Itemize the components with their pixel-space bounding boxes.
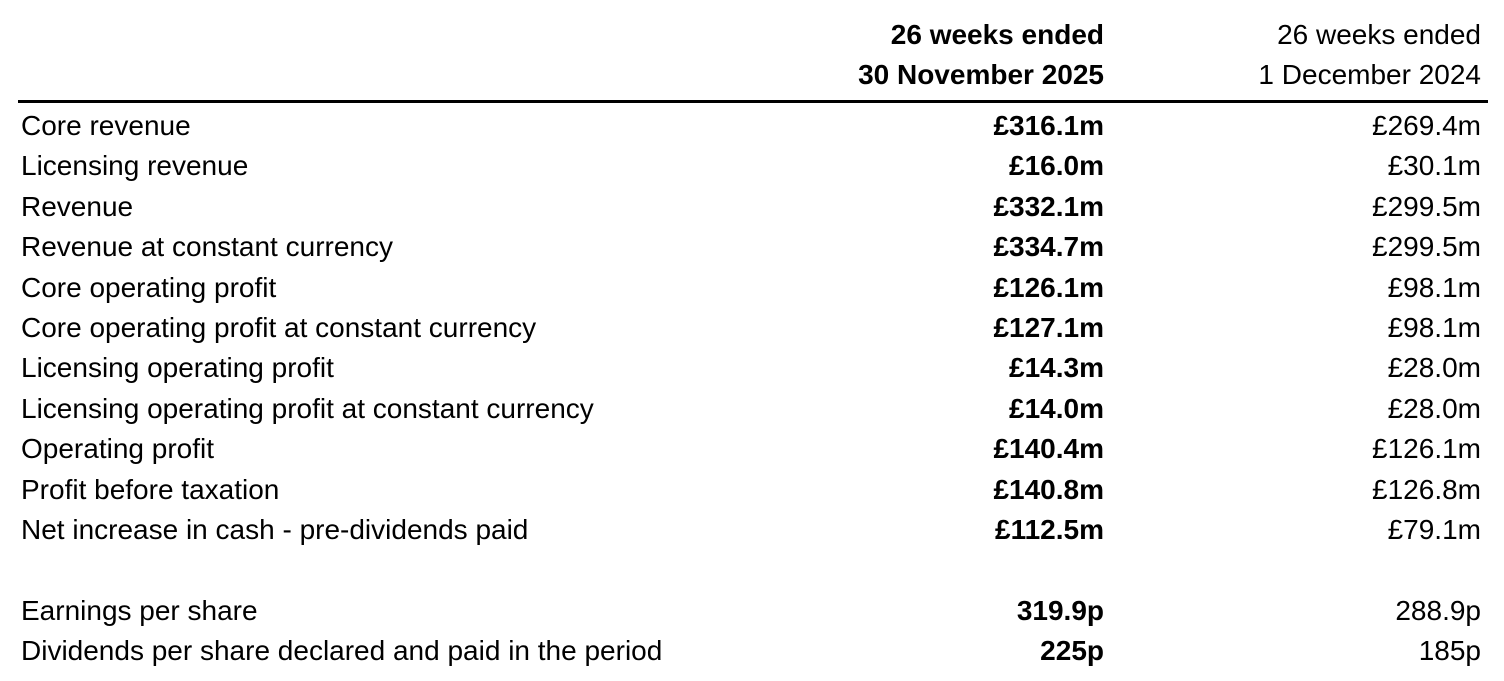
- period-header-current-line1: 26 weeks ended: [890, 19, 1104, 50]
- table-body: [18, 102, 1488, 672]
- row-label: Core operating profit: [21, 271, 277, 303]
- value-prior: 185p: [1418, 635, 1481, 667]
- row-label: [18, 550, 720, 590]
- value-current: £14.0m: [1009, 392, 1104, 424]
- period-header-current-line2: 30 November 2025: [858, 59, 1104, 90]
- value-prior: £30.1m: [1387, 150, 1481, 182]
- row-label: Revenue: [21, 190, 134, 222]
- period-header-prior-line2: 1 December 2024: [1258, 59, 1481, 90]
- row-label: Licensing revenue: [21, 150, 249, 182]
- row-label: Core revenue: [21, 110, 191, 141]
- value-current: £140.8m: [993, 473, 1104, 505]
- table-row: [18, 510, 1488, 550]
- table-row: [18, 389, 1488, 429]
- header-row: [18, 0, 1488, 102]
- row-label: Net increase in cash - pre-dividends paid: [21, 514, 529, 546]
- table-row: [18, 268, 1488, 308]
- value-prior: £79.1m: [1387, 514, 1481, 546]
- value-prior: £28.0m: [1387, 392, 1481, 424]
- period-header-prior-line1: 26 weeks ended: [1277, 19, 1481, 50]
- table-row: [18, 470, 1488, 510]
- row-label: Revenue at constant currency: [21, 231, 393, 263]
- header-label-cell: [18, 0, 720, 102]
- value-prior: £269.4m: [1372, 110, 1481, 141]
- table-row: [18, 348, 1488, 388]
- value-current: £127.1m: [993, 312, 1104, 344]
- value-prior: £299.5m: [1372, 231, 1481, 263]
- table-row: [18, 187, 1488, 227]
- value-current: £332.1m: [993, 190, 1104, 222]
- financial-highlights-table: [18, 0, 1488, 672]
- value-current: [720, 550, 1111, 590]
- row-label: Dividends per share declared and paid in the period: [21, 635, 663, 667]
- value-current: £140.4m: [993, 433, 1104, 465]
- value-current: £126.1m: [993, 271, 1104, 303]
- value-current: £16.0m: [1009, 150, 1104, 182]
- value-prior: £126.8m: [1372, 473, 1481, 505]
- value-current: £334.7m: [993, 231, 1104, 263]
- table-row: [18, 308, 1488, 348]
- table-row: [18, 227, 1488, 267]
- value-prior: £98.1m: [1387, 271, 1481, 303]
- row-label: Earnings per share: [21, 594, 258, 626]
- table-row: [18, 591, 1488, 631]
- value-prior: [1111, 550, 1488, 590]
- value-current: £14.3m: [1009, 352, 1104, 384]
- row-label: Licensing operating profit: [21, 352, 334, 384]
- value-current: 319.9p: [1016, 594, 1104, 626]
- value-current: £316.1m: [993, 110, 1104, 141]
- period-header-current: [720, 0, 1111, 102]
- table-row: [18, 631, 1488, 671]
- value-prior: £299.5m: [1372, 190, 1481, 222]
- table-row: [18, 102, 1488, 147]
- value-prior: £98.1m: [1387, 312, 1481, 344]
- value-current: £112.5m: [995, 514, 1104, 546]
- period-header-prior: [1111, 0, 1488, 102]
- row-label: Operating profit: [21, 433, 214, 465]
- value-current: 225p: [1040, 635, 1104, 667]
- row-label: Profit before taxation: [21, 473, 280, 505]
- table-row: [18, 146, 1488, 186]
- table-row: [18, 429, 1488, 469]
- value-prior: £126.1m: [1372, 433, 1481, 465]
- spacer-row: [18, 550, 1488, 590]
- table-header: [18, 0, 1488, 102]
- row-label: Core operating profit at constant currency: [21, 312, 537, 344]
- row-label: Licensing operating profit at constant currency: [21, 392, 594, 424]
- value-prior: 288.9p: [1395, 594, 1481, 626]
- value-prior: £28.0m: [1387, 352, 1481, 384]
